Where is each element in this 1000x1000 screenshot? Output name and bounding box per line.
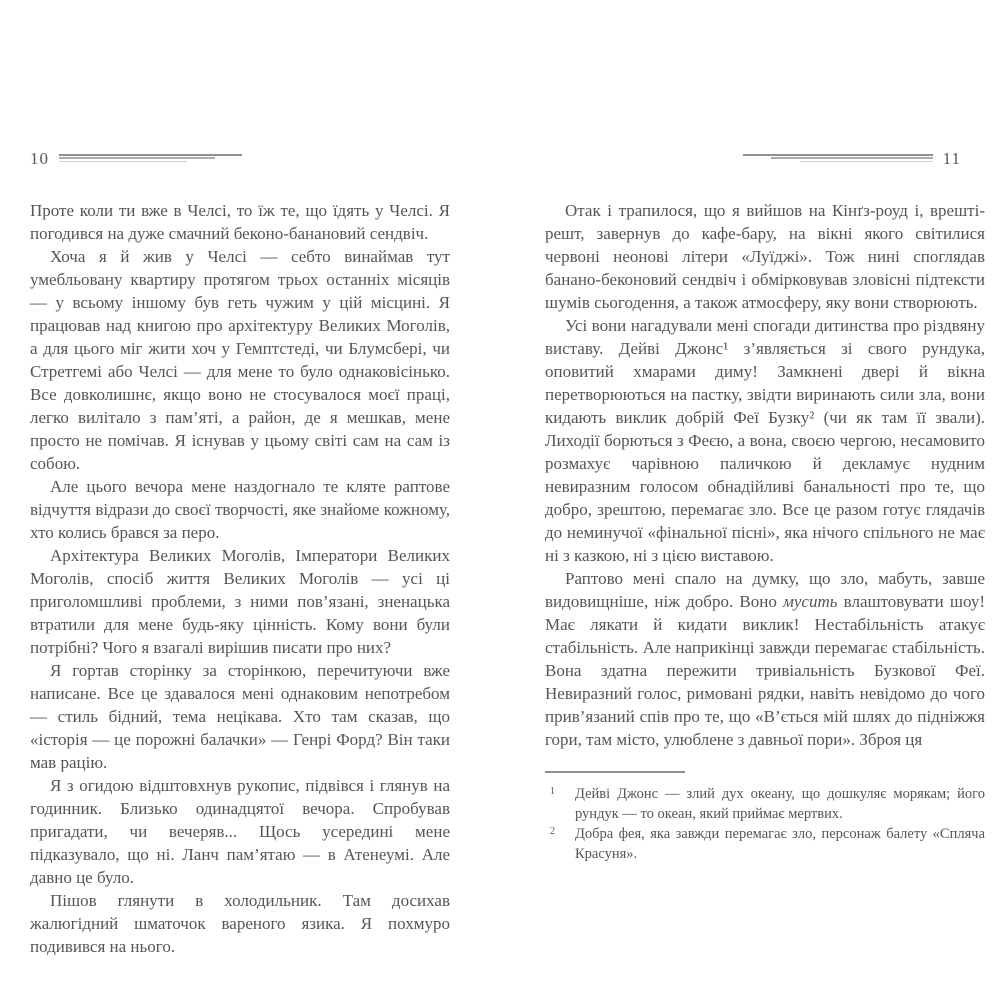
paragraph: Архітектура Великих Моголів, Імператори Великих Моголів, спосіб життя Великих Моголів — усі ці приголомшливі проблеми, з ними пов’язані, зненацька втратили для мене будь-яку цінність. Кому вони були потрібні? Чого я взагалі вирішив писати про них? (30, 546, 450, 657)
page-right-header (545, 150, 985, 168)
footnote-text: Дейві Джонс — злий дух океану, що дошкуляє морякам; його рундук — то океан, який приймає мертвих. (575, 786, 985, 822)
page-left-text (30, 199, 450, 958)
page-right (545, 150, 985, 864)
paragraph: Я гортав сторінку за сторінкою, перечитуючи вже написане. Все це здавалося мені однаковим непотребом — стиль бідний, тема нецікава. Хто там сказав, що «історія — це порожні балачки» — Генрі Форд? Він таки мав рацію. (30, 661, 450, 772)
page-left-header (30, 150, 450, 168)
header-rule-ornament-left (59, 154, 242, 162)
page-right-text (545, 199, 985, 751)
footnote-marker: 1 (550, 786, 555, 797)
paragraph: Пішов глянути в холодильник. Там досихав жалюгідний шматочок вареного язика. Я похмуро подивився на нього. (30, 891, 450, 956)
footnote (545, 784, 985, 824)
paragraph: Раптово мені спало на думку, що зло, мабуть, завше видовищніше, ніж добро. Воно мусить влаштовувати шоу! Має лякати й кидати виклик! Нестабільність атакує стабільність. Але наприкінці завжди перемагає стабільність. Вона здатна пережити тривіальність Бузкової Феї. Невиразний голос, римовані рядки, навіть невідомо до чого прив’язаний спів про те, що «В’ється мій шлях до підніжжя гори, там місто, улюблене з давньої пори». Зброя ця (545, 569, 985, 749)
paragraph: Проте коли ти вже в Челсі, то їж те, що їдять у Челсі. Я погодився на дуже смачний беконо-банановий сендвіч. (30, 201, 450, 243)
paragraph: Отак і трапилося, що я вийшов на Кінґз-роуд і, врешті-решт, завернув до кафе-бару, на вікні якого світилися червоні неонові літери «Луїджі». Тож нині споглядав банано-беконовий сендвіч і обмірковував зловісні підтексти шумів сьогодення, а також атмосферу, яку вони створюють. (545, 201, 985, 312)
footnote-separator (545, 771, 685, 773)
footnotes-block (545, 771, 985, 864)
page-number-left: 10 (30, 149, 49, 168)
footnote (545, 824, 985, 864)
footnote-marker: 2 (550, 826, 555, 837)
paragraph: Але цього вечора мене наздогнало те кляте раптове відчуття відрази до своєї творчості, яке знайоме кожному, хто колись брався за перо. (30, 477, 450, 542)
footnote-list (545, 784, 985, 864)
footnote-text: Добра фея, яка завжди перемагає зло, персонаж балету «Спляча Красуня». (575, 826, 985, 862)
page-number-right: 11 (942, 149, 961, 168)
header-rule-ornament-right (743, 154, 933, 162)
paragraph: Хоча я й жив у Челсі — себто винаймав тут умебльовану квартиру протягом трьох останніх місяців — у всьому іншому був геть чужим у цій місцині. Я працював над книгою про архітектуру Великих Моголів, а для цього міг жити хоч у Гемптстеді, чи Блумсбері, чи Стретгемі або Челсі — для мене то було однаковісінько. Все довколишнє, якщо воно не стосувалося моєї праці, легко вилітало з пам’яті, а район, де я мешкав, мене просто не помічав. Я існував у цьому світі сам на сам із собою. (30, 247, 450, 473)
page-left (30, 150, 450, 958)
paragraph: Я з огидою відштовхнув рукопис, підвівся і глянув на годинник. Близько одинадцятої вечора. Спробував пригадати, чи вечеряв... Щось усередині мене підказувало, що ні. Ланч пам’ятаю — в Атенеумі. Але давно це було. (30, 776, 450, 887)
paragraph: Усі вони нагадували мені спогади дитинства про різдвяну виставу. Дейві Джонс¹ з’являється зі свого рундука, оповитий хмарами диму! Замкнені двері й вікна перетворюються на пастку, звідти виринають сили зла, вони кидають виклик добрій Феї Бузку² (чи як там її звали). Лиходії борються з Феєю, а вона, своєю чергою, несамовито розмахує чарівною паличкою й декламує нудним невиразним голосом обнадійливі банальності про те, що добро, зрештою, перемагає зло. Все це разом готує глядачів до неминучої «фінальної пісні», яка нічого спільного не має ні з казкою, ні з цією виставою. (545, 316, 985, 565)
